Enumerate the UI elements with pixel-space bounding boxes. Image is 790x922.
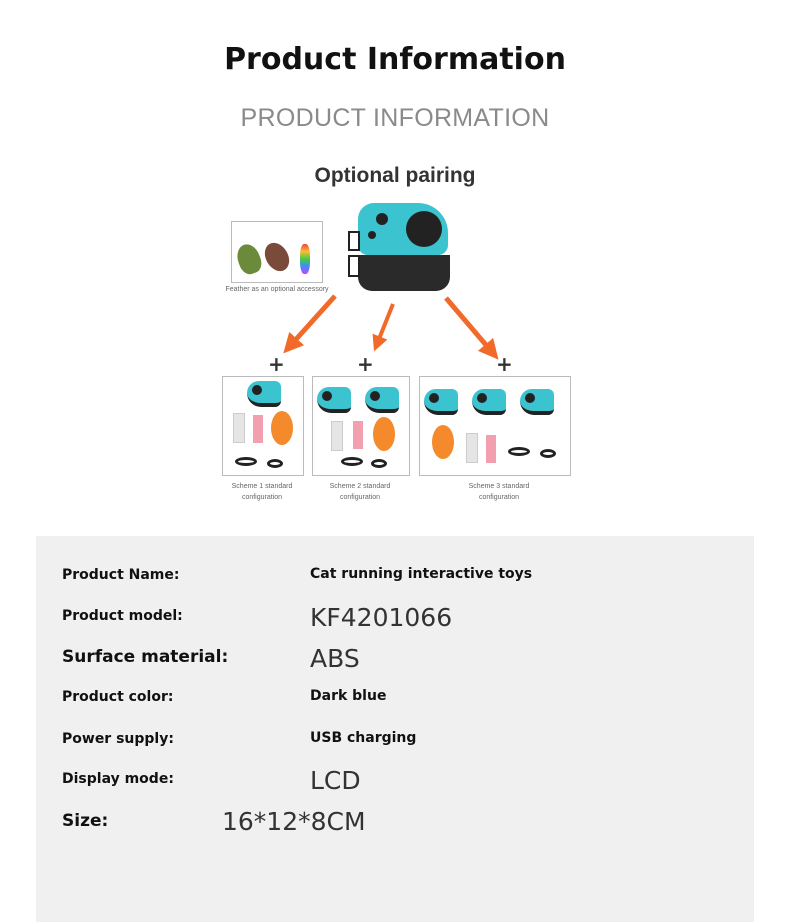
arrow-icon xyxy=(290,296,335,346)
product-device-image xyxy=(348,203,450,291)
feather-caption: Feather as an optional accessory xyxy=(225,286,329,293)
arrows xyxy=(260,290,520,360)
spec-label-power: Power supply: xyxy=(62,731,174,747)
plus-icon: + xyxy=(268,352,285,376)
feather-accessory-image xyxy=(231,221,323,283)
scheme-2-image xyxy=(312,376,410,476)
scheme-1-caption-2: configuration xyxy=(241,494,283,501)
scheme-2-caption-2: configuration xyxy=(339,494,381,501)
spec-label-display: Display mode: xyxy=(62,771,174,787)
spec-label-size: Size: xyxy=(62,811,109,831)
arrow-icon xyxy=(446,298,492,352)
spec-value-model: KF4201066 xyxy=(310,603,453,632)
arrow-icon xyxy=(377,304,393,344)
pairing-title: Optional pairing xyxy=(314,164,476,187)
scheme-1-caption: Scheme 1 standard xyxy=(231,483,293,490)
spec-value-color: Dark blue xyxy=(310,688,387,704)
spec-panel xyxy=(36,536,754,922)
spec-label-color: Product color: xyxy=(62,689,174,705)
scheme-3-caption-2: configuration xyxy=(478,494,520,501)
spec-value-size: 16*12*8CM xyxy=(222,807,366,836)
plus-icon: + xyxy=(357,352,374,376)
page-subtitle: PRODUCT INFORMATION xyxy=(240,104,550,132)
page-title: Product Information xyxy=(224,42,566,77)
spec-label-name: Product Name: xyxy=(62,567,180,583)
plus-icon: + xyxy=(496,352,513,376)
spec-value-material: ABS xyxy=(310,644,360,673)
spec-value-name: Cat running interactive toys xyxy=(310,566,533,582)
spec-value-display: LCD xyxy=(310,766,361,795)
spec-label-material: Surface material: xyxy=(62,647,229,667)
spec-label-model: Product model: xyxy=(62,608,183,624)
scheme-2-caption: Scheme 2 standard xyxy=(329,483,391,490)
scheme-1-image xyxy=(222,376,304,476)
scheme-3-image xyxy=(419,376,571,476)
spec-value-power: USB charging xyxy=(310,730,417,746)
scheme-3-caption: Scheme 3 standard xyxy=(468,483,530,490)
